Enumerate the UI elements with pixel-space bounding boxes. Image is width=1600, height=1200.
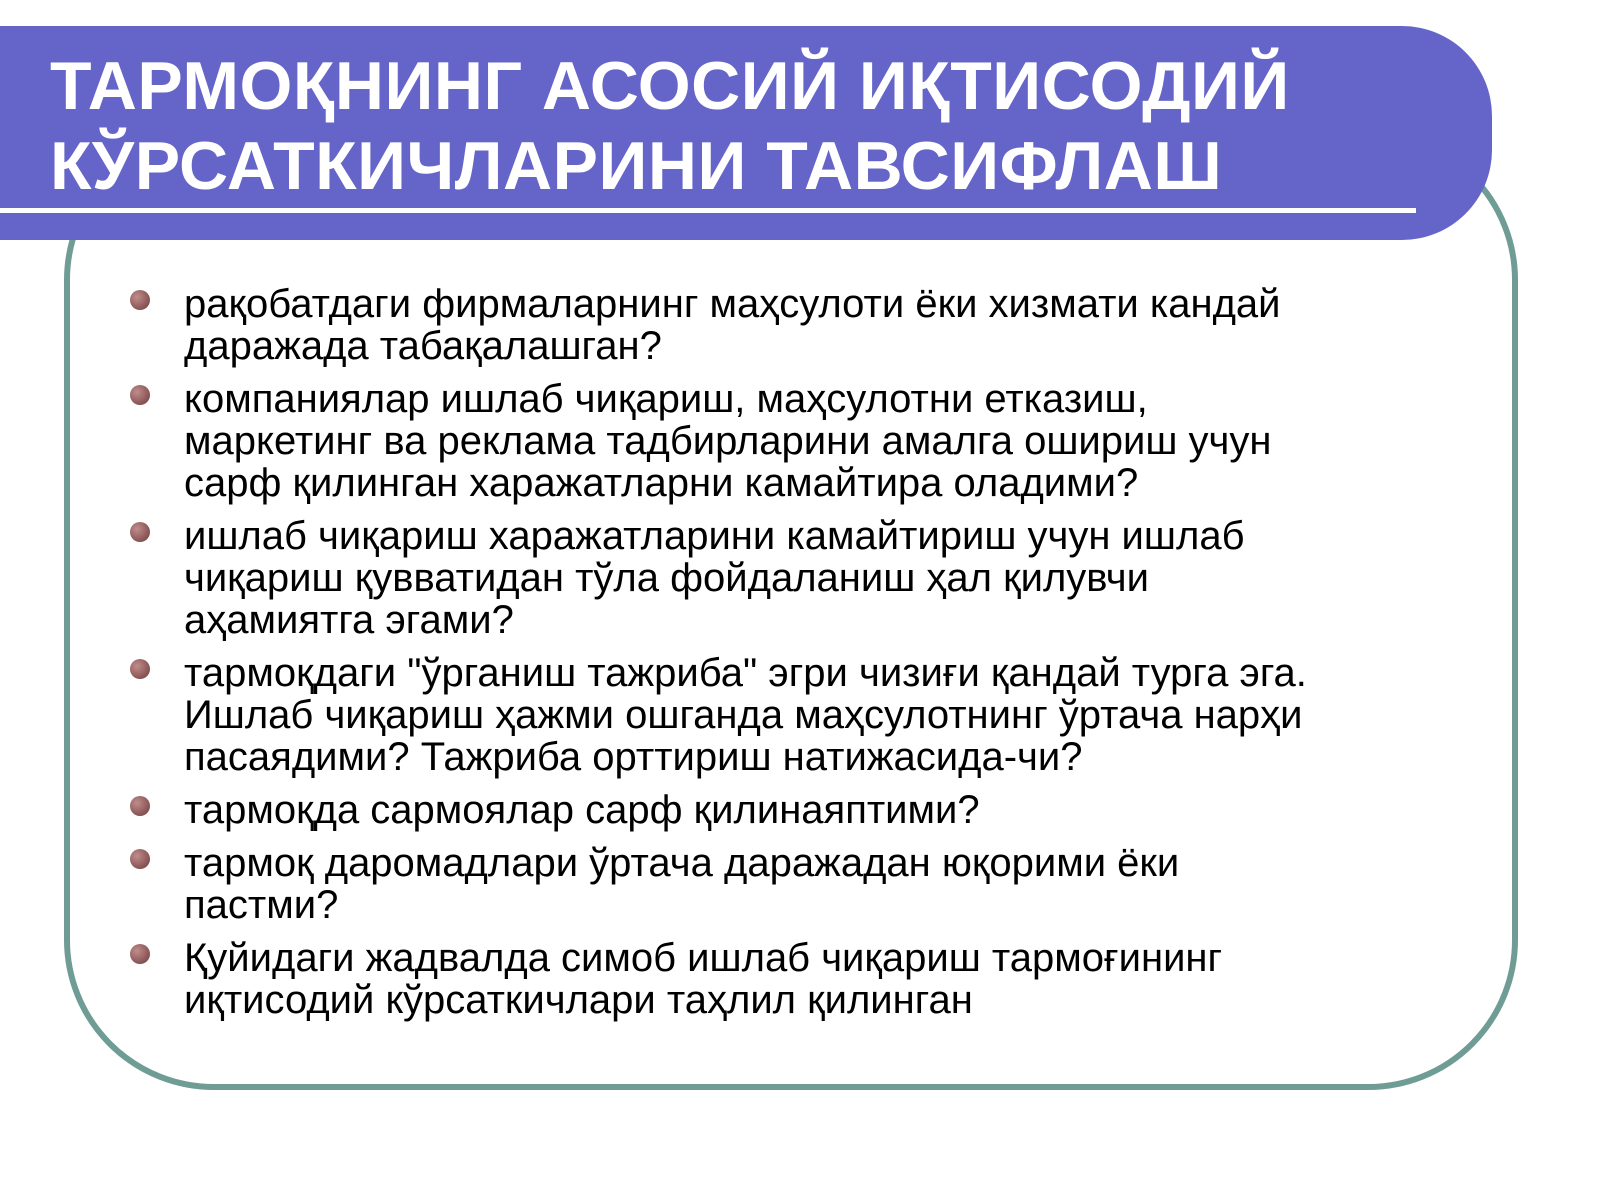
bullet-text-line: Қуйидаги жадвалда симоб ишлаб чиқариш тармоғининг (184, 936, 1223, 980)
bullet-dot-icon (130, 944, 150, 964)
bullet-text-line: иқтисодий кўрсаткичлари таҳлил қилинган (184, 978, 973, 1022)
bullet-item (130, 378, 1460, 504)
bullet-text-line: чиқариш қувватидан тўла фойдаланиш ҳал қилувчи (184, 556, 1149, 600)
bullet-text-line: даражада табақалашган? (184, 324, 662, 368)
slide-title-line: ТАРМОҚНИНГ АСОСИЙ ИҚТИСОДИЙ (50, 48, 1290, 124)
bullet-dot-icon (130, 522, 150, 542)
bullet-text-line: ишлаб чиқариш харажатларини камайтириш учун ишлаб (184, 514, 1245, 558)
slide-title-line: КЎРСАТКИЧЛАРИНИ ТАВСИФЛАШ (50, 128, 1223, 204)
bullet-dot-icon (130, 290, 150, 310)
bullet-item (130, 515, 1460, 641)
bullet-item (130, 937, 1460, 1021)
bullet-item (130, 652, 1460, 778)
bullet-text-line: пасаядими? Тажриба орттириш натижасида-чи? (184, 735, 1083, 779)
bullet-text-line: аҳамиятга эгами? (184, 598, 514, 642)
title-underline (0, 208, 1416, 213)
bullet-text-line: тармоқда сармоялар сарф қилинаяптими? (184, 788, 980, 832)
bullet-text-line: пастми? (184, 883, 339, 927)
slide-title (50, 46, 1450, 206)
bullet-text-line: Ишлаб чиқариш ҳажми ошганда маҳсулотнинг ўртача нарҳи (184, 693, 1303, 737)
bullet-text-line: сарф қилинган харажатларни камайтира оладими? (184, 461, 1139, 505)
bullet-item (130, 789, 1460, 831)
bullet-item (130, 283, 1460, 367)
bullet-text-line: тармоқ даромадлари ўртача даражадан юқорими ёки (184, 841, 1180, 885)
bullet-dot-icon (130, 849, 150, 869)
bullet-dot-icon (130, 385, 150, 405)
bullet-text-line: рақобатдаги фирмаларнинг маҳсулоти ёки хизмати кандай (184, 282, 1281, 326)
bullet-dot-icon (130, 659, 150, 679)
bullet-text-line: маркетинг ва реклама тадбирларини амалга ошириш учун (184, 419, 1272, 463)
bullet-text-line: тармоқдаги "ўрганиш тажриба" эгри чизиғи қандай турга эга. (184, 651, 1307, 695)
bullet-item (130, 842, 1460, 926)
bullet-dot-icon (130, 796, 150, 816)
bullet-list (130, 283, 1460, 1032)
bullet-text-line: компаниялар ишлаб чиқариш, маҳсулотни етказиш, (184, 377, 1148, 421)
